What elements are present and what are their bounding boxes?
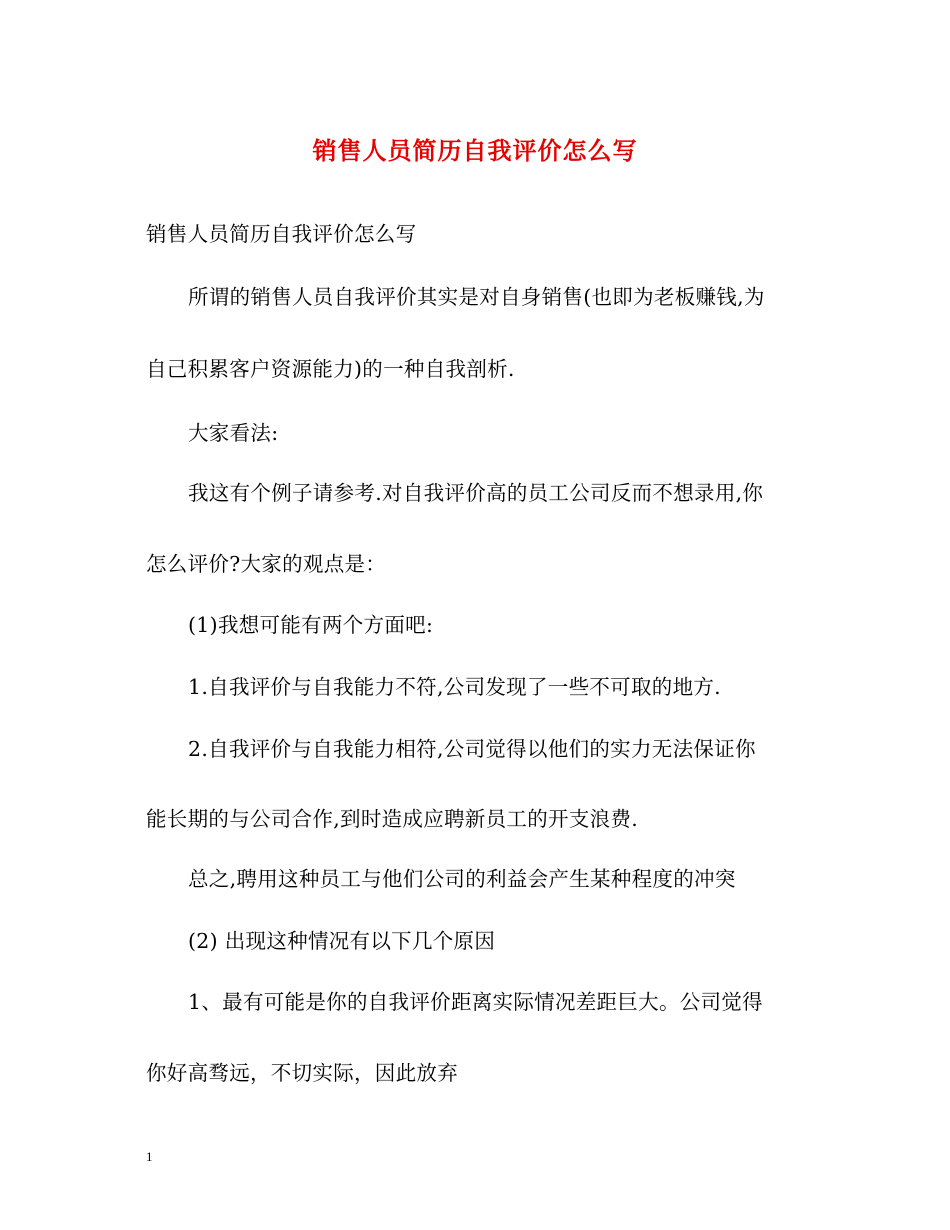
paragraph-line: 我这有个例子请参考.对自我评价高的员工公司反而不想录用,你 xyxy=(188,481,764,505)
subtitle-line: 销售人员简历自我评价怎么写 xyxy=(146,222,417,246)
document-title: 销售人员简历自我评价怎么写 xyxy=(312,136,638,165)
paragraph-line: 怎么评价?大家的观点是： xyxy=(146,552,387,576)
paragraph-line: (1)我想可能有两个方面吧: xyxy=(188,613,434,637)
paragraph-line: 1.自我评价与自我能力不符,公司发现了一些不可取的地方. xyxy=(188,675,721,699)
page-number: 1 xyxy=(146,1149,153,1164)
paragraph-line: 自己积累客户资源能力)的一种自我剖析. xyxy=(146,357,515,381)
paragraph-line: 1、最有可能是你的自我评价距离实际情况差距巨大。公司觉得 xyxy=(188,990,763,1014)
paragraph-line: 你好高骛远，不切实际，因此放弃 xyxy=(146,1061,458,1085)
paragraph-line: 能长期的与公司合作,到时造成应聘新员工的开支浪费. xyxy=(146,807,639,831)
paragraph-line: 2.自我评价与自我能力相符,公司觉得以他们的实力无法保证你 xyxy=(188,737,756,761)
paragraph-line: 所谓的销售人员自我评价其实是对自身销售(也即为老板赚钱,为 xyxy=(188,285,765,309)
paragraph-line: 总之,聘用这种员工与他们公司的利益会产生某种程度的冲突 xyxy=(188,867,736,891)
paragraph-line: (2) 出现这种情况有以下几个原因 xyxy=(188,929,496,953)
paragraph-line: 大家看法: xyxy=(188,421,279,445)
